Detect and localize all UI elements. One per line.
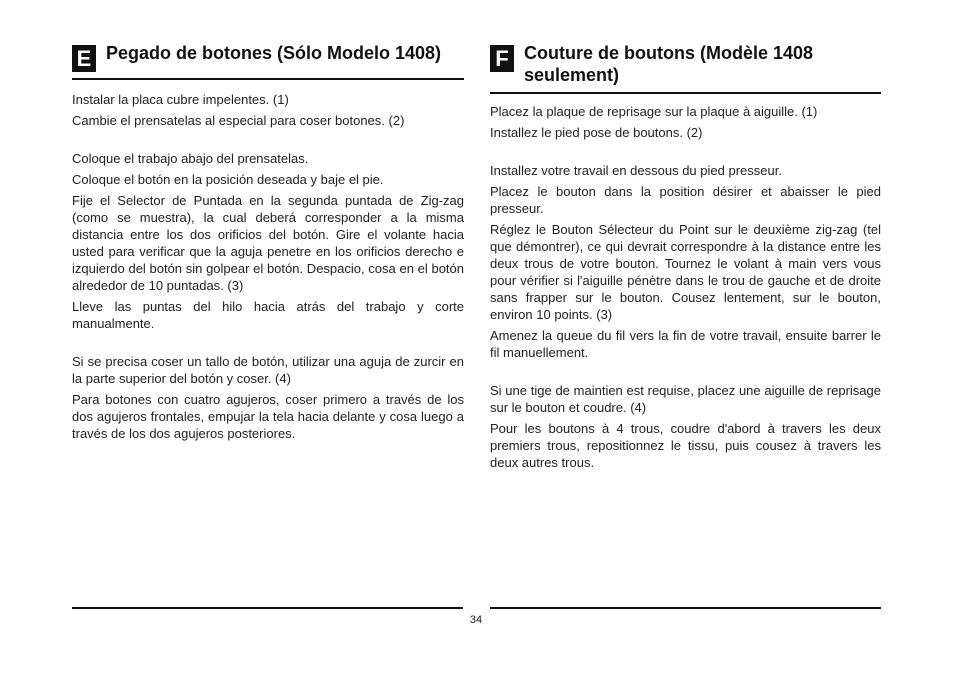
paragraph: Lleve las puntas del hilo hacia atrás del trabajo y corte manualmente. bbox=[72, 299, 464, 331]
section-e-body bbox=[72, 80, 464, 442]
paragraph: Coloque el botón en la posición deseada y baje el pie. bbox=[72, 172, 384, 187]
footer-rule-right bbox=[490, 607, 881, 609]
section-f bbox=[490, 38, 881, 475]
paragraph: Fije el Selector de Puntada en la segunda puntada de Zig-zag (como se muestra), la cual deberá corresponder a la misma distancia entre los dos orificios del botón. Gire el volante hacia usted para verificar que la aguja penetre en los orificios derecho e izquierdo del botón sin golpear el botón. Despacio, cosa en el botón alrededor de 10 puntadas. (3) bbox=[72, 193, 464, 293]
section-e-badge: E bbox=[72, 45, 96, 72]
paragraph: Si se precisa coser un tallo de botón, utilizar una aguja de zurcir en la parte superior del botón y coser. (4) bbox=[72, 354, 464, 386]
section-e bbox=[72, 38, 464, 446]
page-number: 34 bbox=[469, 614, 483, 626]
section-f-badge: F bbox=[490, 45, 514, 72]
paragraph: Cambie el prensatelas al especial para coser botones. (2) bbox=[72, 113, 405, 128]
paragraph: Réglez le Bouton Sélecteur du Point sur le deuxième zig-zag (tel que démontrer), ce qui devrait correspondre à la distance entre les deux trous de votre bouton. Tournez le volant à main vers vous pour vérifier si l'aiguille pénètre dans le trou de gauche et de droite sans frapper sur le bouton. Cousez lentement, sur le bouton, environ 10 points. (3) bbox=[490, 222, 881, 322]
section-e-header bbox=[72, 38, 464, 80]
paragraph: Si une tige de maintien est requise, placez une aiguille de reprisage sur le bouton et coudre. (4) bbox=[490, 383, 881, 415]
section-f-title: Couture de boutons (Modèle 1408 seulement) bbox=[524, 43, 814, 85]
section-f-body bbox=[490, 94, 881, 471]
paragraph: Placez la plaque de reprisage sur la plaque à aiguille. (1) bbox=[490, 104, 818, 119]
footer-rule-left bbox=[72, 607, 463, 609]
section-f-header bbox=[490, 38, 881, 94]
paragraph: Installez le pied pose de boutons. (2) bbox=[490, 125, 703, 140]
paragraph: Pour les boutons à 4 trous, coudre d'abord à travers les deux premiers trous, repositionnez le tissu, puis cousez à travers les deux autres trous. bbox=[490, 421, 881, 470]
paragraph: Installez votre travail en dessous du pied presseur. bbox=[490, 163, 782, 178]
paragraph: Amenez la queue du fil vers la fin de votre travail, ensuite barrer le fil manuellement. bbox=[490, 328, 881, 360]
paragraph: Coloque el trabajo abajo del prensatelas. bbox=[72, 151, 309, 166]
paragraph: Instalar la placa cubre impelentes. (1) bbox=[72, 92, 289, 107]
section-e-title: Pegado de botones (Sólo Modelo 1408) bbox=[106, 43, 442, 63]
paragraph: Placez le bouton dans la position désirer et abaisser le pied presseur. bbox=[490, 184, 881, 216]
paragraph: Para botones con cuatro agujeros, coser primero a través de los dos agujeros frontales, empujar la tela hacia delante y cosa luego a través de los dos agujeros posteriores. bbox=[72, 392, 464, 441]
